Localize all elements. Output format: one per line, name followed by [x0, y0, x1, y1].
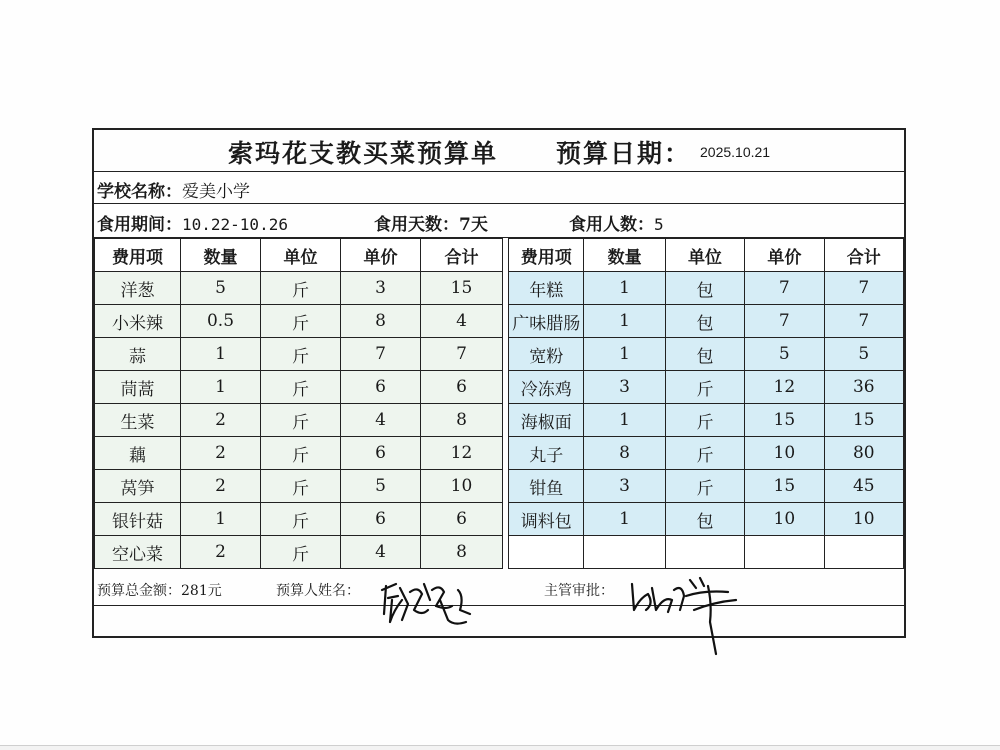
- budget-form: [92, 128, 906, 638]
- item-price: 12: [745, 371, 824, 404]
- item-name: 银针菇: [95, 503, 181, 536]
- table-row: [509, 470, 904, 503]
- item-price: 7: [745, 272, 824, 305]
- header-total: 合计: [824, 239, 903, 272]
- item-unit: 包: [665, 272, 744, 305]
- table-row: [95, 536, 503, 569]
- item-qty: 8: [584, 437, 665, 470]
- header-unit: 单位: [261, 239, 341, 272]
- item-qty: 1: [181, 503, 261, 536]
- item-unit: 斤: [261, 536, 341, 569]
- header-price: 单价: [745, 239, 824, 272]
- item-name: 空心菜: [95, 536, 181, 569]
- item-unit: 包: [665, 305, 744, 338]
- approver-signature: [624, 570, 754, 660]
- item-qty: 1: [584, 338, 665, 371]
- item-total: 36: [824, 371, 903, 404]
- total-value: 281元: [181, 583, 222, 599]
- item-name: 洋葱: [95, 272, 181, 305]
- empty-cell: [824, 536, 903, 569]
- item-unit: 包: [665, 338, 744, 371]
- item-qty: 1: [584, 404, 665, 437]
- item-name: 广味腊肠: [509, 305, 584, 338]
- form-title: 索玛花支教买菜预算单: [228, 139, 499, 168]
- item-unit: 斤: [261, 305, 341, 338]
- people-label: 食用人数：: [569, 215, 654, 235]
- header-qty: 数量: [181, 239, 261, 272]
- total-field: [97, 580, 222, 600]
- table-row: [509, 437, 904, 470]
- table-row: [509, 371, 904, 404]
- date-value: 2025.10.21: [700, 144, 771, 160]
- table-row: [95, 503, 503, 536]
- item-name: 生菜: [95, 404, 181, 437]
- item-name: 调料包: [509, 503, 584, 536]
- left-items-body: [95, 272, 503, 569]
- date-label: 预算日期：: [556, 139, 692, 168]
- period-label: 食用期间：: [97, 215, 182, 235]
- item-price: 6: [341, 437, 421, 470]
- item-unit: 斤: [261, 371, 341, 404]
- item-total: 7: [421, 338, 503, 371]
- school-value: 爱美小学: [182, 182, 250, 202]
- item-unit: 斤: [665, 470, 744, 503]
- table-row: [509, 272, 904, 305]
- table-row: [95, 404, 503, 437]
- days-field: [374, 210, 488, 235]
- item-qty: 2: [181, 437, 261, 470]
- header-price: 单价: [341, 239, 421, 272]
- empty-cell: [745, 536, 824, 569]
- item-total: 7: [824, 272, 903, 305]
- item-price: 4: [341, 536, 421, 569]
- table-row: [95, 272, 503, 305]
- item-total: 15: [824, 404, 903, 437]
- item-price: 7: [341, 338, 421, 371]
- item-price: 15: [745, 470, 824, 503]
- period-field: [97, 210, 288, 235]
- days-value: 7天: [459, 215, 488, 235]
- item-unit: 斤: [261, 272, 341, 305]
- item-name: 宽粉: [509, 338, 584, 371]
- item-qty: 2: [181, 404, 261, 437]
- empty-cell: [509, 536, 584, 569]
- table-row: [509, 338, 904, 371]
- header-item: 费用项: [509, 239, 584, 272]
- item-qty: 1: [584, 503, 665, 536]
- item-name: 蒜: [95, 338, 181, 371]
- item-price: 5: [745, 338, 824, 371]
- approver-label: 主管审批：: [544, 583, 614, 599]
- item-total: 10: [421, 470, 503, 503]
- left-items-table: [94, 238, 503, 569]
- item-price: 5: [341, 470, 421, 503]
- item-qty: 2: [181, 536, 261, 569]
- footer-row: [94, 572, 904, 606]
- table-row: [509, 404, 904, 437]
- item-price: 8: [341, 305, 421, 338]
- item-total: 8: [421, 536, 503, 569]
- item-unit: 斤: [261, 338, 341, 371]
- header-item: 费用项: [95, 239, 181, 272]
- item-total: 12: [421, 437, 503, 470]
- item-unit: 斤: [261, 470, 341, 503]
- empty-cell: [584, 536, 665, 569]
- preparer-signature: [374, 570, 494, 640]
- item-qty: 1: [584, 305, 665, 338]
- item-unit: 斤: [665, 404, 744, 437]
- item-total: 6: [421, 503, 503, 536]
- table-row: [95, 437, 503, 470]
- item-name: 小米辣: [95, 305, 181, 338]
- item-price: 10: [745, 437, 824, 470]
- item-unit: 包: [665, 503, 744, 536]
- item-price: 6: [341, 503, 421, 536]
- item-total: 6: [421, 371, 503, 404]
- item-total: 5: [824, 338, 903, 371]
- right-items-body: [509, 272, 904, 569]
- item-unit: 斤: [665, 371, 744, 404]
- days-label: 食用天数：: [374, 215, 459, 235]
- item-qty: 2: [181, 470, 261, 503]
- item-unit: 斤: [261, 503, 341, 536]
- item-name: 藕: [95, 437, 181, 470]
- right-items-table: [508, 238, 904, 569]
- item-total: 8: [421, 404, 503, 437]
- header-qty: 数量: [584, 239, 665, 272]
- item-name: 冷冻鸡: [509, 371, 584, 404]
- item-total: 7: [824, 305, 903, 338]
- preparer-label: 预算人姓名：: [276, 583, 360, 599]
- item-total: 4: [421, 305, 503, 338]
- empty-cell: [665, 536, 744, 569]
- item-name: 年糕: [509, 272, 584, 305]
- blank-row: [94, 606, 904, 636]
- table-row: [509, 503, 904, 536]
- table-row: [95, 371, 503, 404]
- item-total: 45: [824, 470, 903, 503]
- school-label: 学校名称：: [97, 182, 182, 202]
- item-price: 3: [341, 272, 421, 305]
- item-name: 茼蒿: [95, 371, 181, 404]
- item-name: 海椒面: [509, 404, 584, 437]
- school-row: [94, 172, 904, 204]
- item-name: 莴笋: [95, 470, 181, 503]
- table-row: [509, 305, 904, 338]
- item-total: 15: [421, 272, 503, 305]
- table-row: [95, 470, 503, 503]
- item-price: 10: [745, 503, 824, 536]
- item-qty: 1: [181, 338, 261, 371]
- item-qty: 3: [584, 470, 665, 503]
- item-name: 丸子: [509, 437, 584, 470]
- item-unit: 斤: [261, 437, 341, 470]
- item-price: 15: [745, 404, 824, 437]
- table-row: [95, 338, 503, 371]
- item-price: 6: [341, 371, 421, 404]
- item-unit: 斤: [261, 404, 341, 437]
- left-header-row: [95, 239, 503, 272]
- item-price: 7: [745, 305, 824, 338]
- item-total: 10: [824, 503, 903, 536]
- school-field: [97, 177, 250, 202]
- item-price: 4: [341, 404, 421, 437]
- period-value: 10.22-10.26: [182, 215, 288, 234]
- people-field: [569, 210, 664, 235]
- item-qty: 0.5: [181, 305, 261, 338]
- item-qty: 3: [584, 371, 665, 404]
- header-unit: 单位: [665, 239, 744, 272]
- item-unit: 斤: [665, 437, 744, 470]
- item-qty: 1: [181, 371, 261, 404]
- table-row: [95, 305, 503, 338]
- title-row: [94, 130, 904, 172]
- meta-row: [94, 204, 904, 238]
- right-header-row: [509, 239, 904, 272]
- item-qty: 1: [584, 272, 665, 305]
- item-name: 钳鱼: [509, 470, 584, 503]
- item-qty: 5: [181, 272, 261, 305]
- people-value: 5: [654, 215, 664, 234]
- header-total: 合计: [421, 239, 503, 272]
- item-total: 80: [824, 437, 903, 470]
- total-label: 预算总金额：: [97, 583, 181, 599]
- table-row: [509, 536, 904, 569]
